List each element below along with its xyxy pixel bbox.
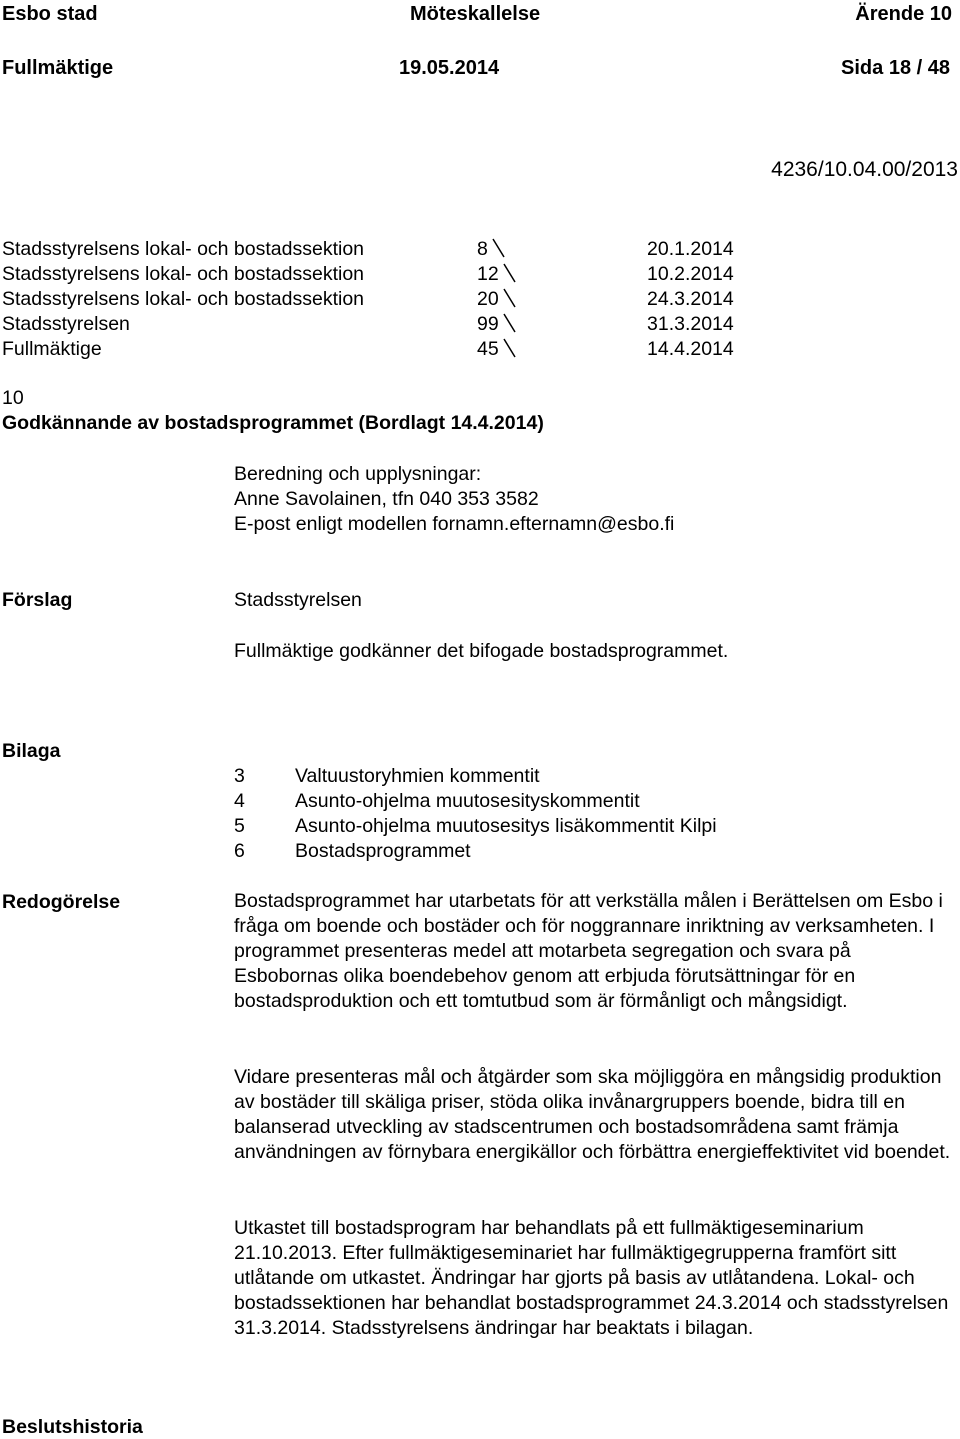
slash-mark-icon: [501, 338, 517, 358]
proposal-label: Förslag: [2, 589, 73, 611]
attachment-number: 4: [234, 790, 245, 812]
history-date: 20.1.2014: [647, 238, 734, 260]
decision-history-label: Beslutshistoria: [2, 1416, 143, 1438]
contact-name-phone: Anne Savolainen, tfn 040 353 3582: [234, 488, 539, 510]
slash-mark-icon: [501, 313, 517, 333]
report-paragraph-1: Bostadsprogrammet har utarbetats för att verkställa målen i Berättelsen om Esbo i fråga om boende och bostäder och för noggrannare inriktning av verksamheten. I programmet presenteras medel att motarbeta segregation och svara på Esbobornas olika boendebehov genom att erbjuda förutsättningar för en bostadsproduktion och ett tomtutbud som är förmånligt och mångsidigt.: [234, 890, 943, 1012]
report-paragraph-2: Vidare presenteras mål och åtgärder som ska möjliggöra en mångsidig produktion av bostäder till skäliga priser, stöda olika invånargruppers boende, bidra till en balanserad utveckling av stadscentrumen och bostadsområdena samt främja användningen av förnybara energikällor och förbättra energieffektivitet vid boendet.: [234, 1066, 951, 1163]
history-num: 8: [477, 238, 506, 261]
reference-number: 4236/10.04.00/2013: [771, 158, 958, 181]
slash-mark-icon: [490, 238, 506, 258]
header-date: 19.05.2014: [399, 57, 500, 79]
proposal-proposer: Stadsstyrelsen: [234, 589, 362, 611]
history-body: Fullmäktige: [2, 338, 102, 360]
history-body: Stadsstyrelsen: [2, 313, 130, 335]
history-num: 99: [477, 313, 517, 336]
history-num: 12: [477, 263, 517, 286]
history-num: 20: [477, 288, 517, 311]
header-body: Fullmäktige: [2, 57, 114, 79]
slash-mark-icon: [501, 288, 517, 308]
contact-email: E-post enligt modellen fornamn.efternamn@esbo.fi: [234, 513, 675, 535]
attachment-title: Asunto-ohjelma muutosesityskommentit: [295, 790, 640, 812]
proposal-text: Fullmäktige godkänner det bifogade bostadsprogrammet.: [234, 640, 729, 662]
attachment-number: 3: [234, 765, 245, 787]
history-num: 45: [477, 338, 517, 361]
slash-mark-icon: [501, 263, 517, 283]
header-item: Ärende 10: [855, 3, 952, 25]
history-body: Stadsstyrelsens lokal- och bostadssektion: [2, 263, 365, 285]
history-date: 31.3.2014: [647, 313, 734, 335]
item-number: 10: [2, 387, 24, 409]
header-doc-type: Möteskallelse: [410, 3, 541, 25]
attachment-number: 5: [234, 815, 245, 837]
history-date: 10.2.2014: [647, 263, 734, 285]
history-body: Stadsstyrelsens lokal- och bostadssektion: [2, 288, 365, 310]
item-title: Godkännande av bostadsprogrammet (Bordlagt 14.4.2014): [2, 412, 544, 434]
report-paragraph-3: Utkastet till bostadsprogram har behandlats på ett fullmäktigeseminarium 21.10.2013. Efter fullmäktigeseminariet har fullmäktigegrupperna framfört sitt utlåtande om utkastet. Ändringar har gjorts på basis av utlåtandena. Lokal- och bostadssektionen har behandlat bostadsprogrammet 24.3.2014 och stadsstyrelsen 31.3.2014. Stadsstyrelsens ändringar har beaktats i bilagan.: [234, 1217, 949, 1339]
attachment-title: Asunto-ohjelma muutosesitys lisäkommentit Kilpi: [295, 815, 717, 837]
header-page: Sida 18 / 48: [841, 57, 950, 79]
history-date: 24.3.2014: [647, 288, 734, 310]
attachment-title: Valtuustoryhmien kommentit: [295, 765, 540, 787]
history-date: 14.4.2014: [647, 338, 734, 360]
report-label: Redogörelse: [2, 891, 121, 913]
attachment-number: 6: [234, 840, 245, 862]
attachments-label: Bilaga: [2, 740, 61, 762]
history-body: Stadsstyrelsens lokal- och bostadssektion: [2, 238, 365, 260]
attachment-title: Bostadsprogrammet: [295, 840, 471, 862]
contact-heading: Beredning och upplysningar:: [234, 463, 482, 485]
header-org: Esbo stad: [2, 3, 98, 25]
